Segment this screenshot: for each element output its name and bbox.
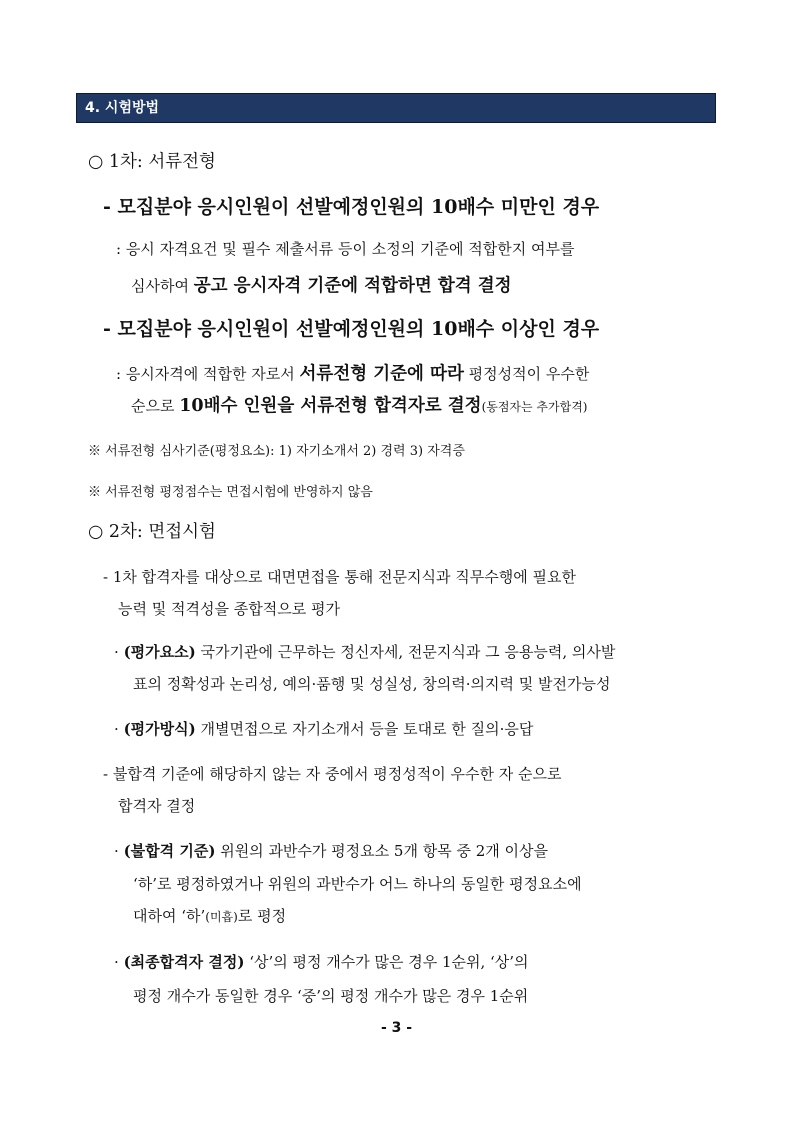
stage2-item2-line1: - 불합격 기준에 해당하지 않는 자 중에서 평정성적이 우수한 자 순으로 <box>103 765 562 783</box>
eval-method-label: (평가방식) <box>123 720 196 738</box>
stage2-eval-elements-line2: 표의 정확성과 논리성, 예의·품행 및 성실성, 창의력·의지력 및 발전가능성 <box>133 675 611 693</box>
stage1-case2-result: 10배수 인원을 서류전형 합격자로 결정 <box>179 396 482 416</box>
section-title: 4. 시험방법 <box>85 100 160 116</box>
stage2-fail-criteria-line3: 대하여 ‘하’(미흡)로 평정 <box>133 907 287 925</box>
stage2-final-line1: · (최종합격자 결정) ‘상’의 평정 개수가 많은 경우 1순위, ‘상’의 <box>114 953 529 971</box>
section-header <box>76 93 716 123</box>
stage1-case1-result: 공고 응시자격 기준에 적합하면 합격 결정 <box>193 276 512 296</box>
page-number: - 3 - <box>380 1020 413 1036</box>
stage2-eval-method: · (평가방식) 개별면접으로 자기소개서 등을 토대로 한 질의·응답 <box>114 720 534 738</box>
stage1-note-no-carryover: ※ 서류전형 평정점수는 면접시험에 반영하지 않음 <box>88 485 373 500</box>
stage2-item1-line2: 능력 및 적격성을 종합적으로 평가 <box>118 600 340 618</box>
stage1-case2-title: - 모집분야 응시인원이 선발예정인원의 10배수 이상인 경우 <box>103 318 600 340</box>
fail-criteria-label: (불합격 기준) <box>123 842 216 860</box>
eval-elements-label: (평가요소) <box>123 643 196 661</box>
stage2-eval-elements-line1: · (평가요소) 국가기관에 근무하는 정신자세, 전문지식과 그 응용능력, 의사발 <box>114 643 616 661</box>
stage1-case1-desc-line1: : 응시 자격요건 및 필수 제출서류 등이 소정의 기준에 적합한지 여부를 <box>116 240 575 258</box>
stage1-note-criteria: ※ 서류전형 심사기준(평정요소): 1) 자기소개서 2) 경력 3) 자격증 <box>88 444 465 459</box>
stage1-case1-title: - 모집분야 응시인원이 선발예정인원의 10배수 미만인 경우 <box>103 196 600 218</box>
stage1-case2-tie-note: (동점자는 추가합격) <box>481 400 588 414</box>
stage2-item2-line2: 합격자 결정 <box>118 797 196 815</box>
stage2-item1-line1: - 1차 합격자를 대상으로 대면면접을 통해 전문지식과 직무수행에 필요한 <box>103 568 576 586</box>
stage1-case2-basis: 서류전형 기준에 따라 <box>299 364 464 384</box>
stage1-case1-desc-line2: 심사하여 공고 응시자격 기준에 적합하면 합격 결정 <box>131 276 512 296</box>
stage1-heading: ○ 1차: 서류전형 <box>88 152 216 172</box>
final-selection-label: (최종합격자 결정) <box>123 953 245 971</box>
stage2-final-line2: 평정 개수가 동일한 경우 ‘중’의 평정 개수가 많은 경우 1순위 <box>133 987 529 1005</box>
stage2-fail-criteria-line1: · (불합격 기준) 위원의 과반수가 평정요소 5개 항목 중 2개 이상을 <box>114 842 548 860</box>
stage1-case2-desc-line2: 순으로 10배수 인원을 서류전형 합격자로 결정(동점자는 추가합격) <box>131 396 588 416</box>
stage2-heading: ○ 2차: 면접시험 <box>88 522 216 542</box>
stage1-case2-desc-line1: : 응시자격에 적합한 자로서 서류전형 기준에 따라 평정성적이 우수한 <box>116 364 590 384</box>
stage2-fail-criteria-line2: ‘하’로 평정하였거나 위원의 과반수가 어느 하나의 동일한 평정요소에 <box>133 875 582 893</box>
